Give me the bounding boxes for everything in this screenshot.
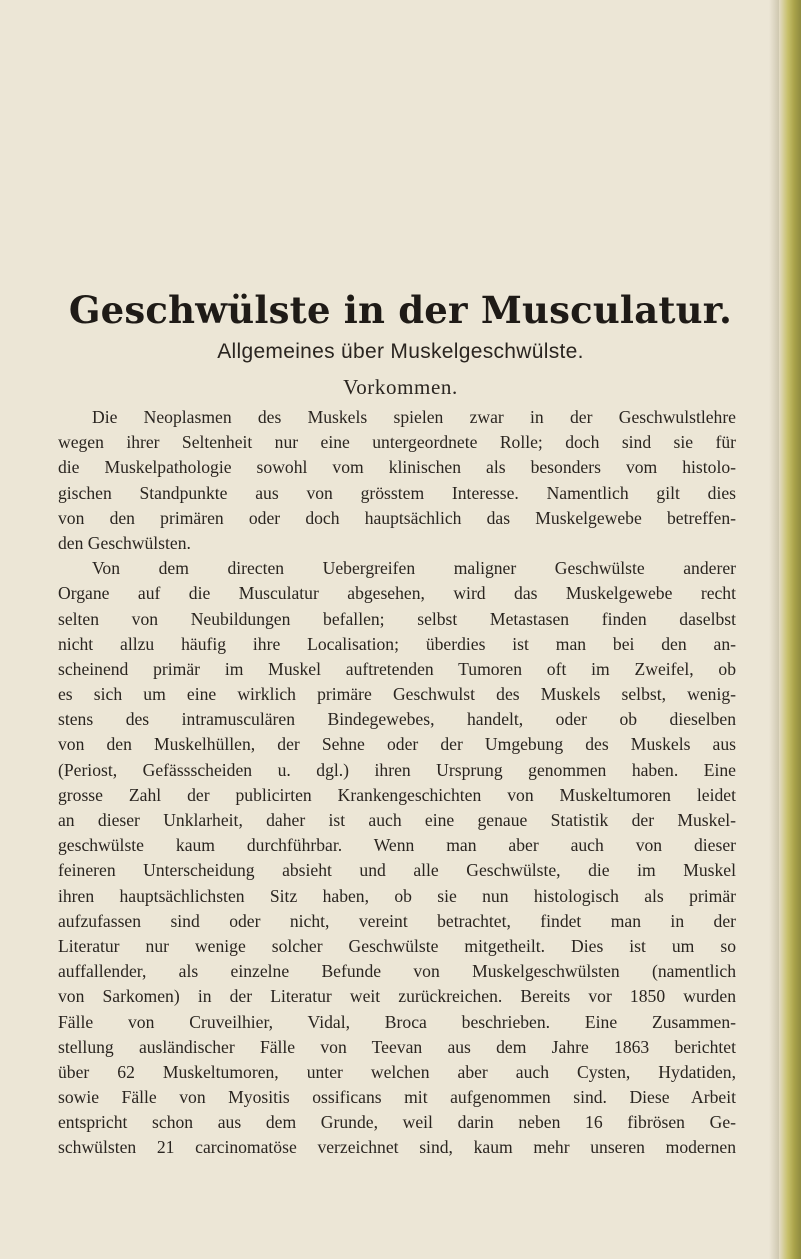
text-line: scheinend primär im Muskel auftretenden Tumoren oft im Zweifel, ob — [58, 658, 736, 679]
text-line: es sich um eine wirklich primäre Geschwulst des Muskels selbst, wenig- — [58, 684, 736, 705]
text-line: die Muskelpathologie sowohl vom klinischen als besonders vom histolo- — [58, 457, 736, 478]
body-text — [58, 405, 736, 1161]
text-line: stellung ausländischer Fälle von Teevan aus dem Jahre 1863 berichtet — [58, 1036, 736, 1057]
page-edge-shadow — [769, 0, 779, 1259]
text-line: selten von Neubildungen befallen; selbst Metastasen finden daselbst — [58, 608, 736, 629]
text-line: Literatur nur wenige solcher Geschwülste mitgetheilt. Dies ist um so — [58, 935, 736, 956]
text-line: von den primären oder doch hauptsächlich das Muskelgewebe betreffen- — [58, 507, 736, 528]
text-line: nicht allzu häufig ihre Localisation; überdies ist man bei den an- — [58, 633, 736, 654]
chapter-title: Geschwülste in der Musculatur. — [68, 288, 733, 332]
text-line: auffallender, als einzelne Befunde von Muskelgeschwülsten (namentlich — [58, 961, 736, 982]
text-line: geschwülste kaum durchführbar. Wenn man aber auch von dieser — [58, 835, 736, 856]
text-line: feineren Unterscheidung absieht und alle Geschwülste, die im Muskel — [58, 860, 736, 881]
text-line: stens des intramusculären Bindegewebes, handelt, oder ob dieselben — [58, 709, 736, 730]
text-line: ihren hauptsächlichsten Sitz haben, ob sie nun histologisch als primär — [58, 885, 736, 906]
text-line: gischen Standpunkte aus von grösstem Interesse. Namentlich gilt dies — [58, 482, 736, 503]
text-line: von den Muskelhüllen, der Sehne oder der Umgebung des Muskels aus — [58, 734, 736, 755]
text-line: grosse Zahl der publicirten Krankengeschichten von Muskeltumoren leidet — [58, 784, 736, 805]
chapter-subtitle: Allgemeines über Muskelgeschwülste. — [217, 340, 584, 363]
text-line: wegen ihrer Seltenheit nur eine untergeordnete Rolle; doch sind sie für — [58, 432, 736, 453]
page-edge — [779, 0, 801, 1259]
text-line: von Sarkomen) in der Literatur weit zurückreichen. Bereits vor 1850 wurden — [58, 986, 736, 1007]
text-line: Von dem directen Uebergreifen maligner Geschwülste anderer — [92, 558, 736, 579]
text-line: Organe auf die Musculatur abgesehen, wird das Muskelgewebe recht — [58, 583, 736, 604]
text-line: entspricht schon aus dem Grunde, weil darin neben 16 fibrösen Ge- — [58, 1112, 736, 1133]
text-line: Die Neoplasmen des Muskels spielen zwar in der Geschwulstlehre — [92, 407, 736, 427]
text-line: den Geschwülsten. — [58, 532, 191, 553]
text-line: Fälle von Cruveilhier, Vidal, Broca beschrieben. Eine Zusammen- — [58, 1011, 736, 1032]
text-line: aufzufassen sind oder nicht, vereint betrachtet, findet man in der — [58, 910, 736, 931]
text-line: schwülsten 21 carcinomatöse verzeichnet sind, kaum mehr unseren modernen — [58, 1137, 736, 1158]
text-line: über 62 Muskeltumoren, unter welchen aber auch Cysten, Hydatiden, — [58, 1061, 736, 1082]
section-heading: Vorkommen. — [343, 375, 458, 399]
text-line: sowie Fälle von Myositis ossificans mit aufgenommen sind. Diese Arbeit — [58, 1087, 736, 1108]
text-line: an dieser Unklarheit, daher ist auch eine genaue Statistik der Muskel- — [58, 810, 736, 830]
text-line: (Periost, Gefässscheiden u. dgl.) ihren Ursprung genommen haben. Eine — [58, 759, 736, 780]
